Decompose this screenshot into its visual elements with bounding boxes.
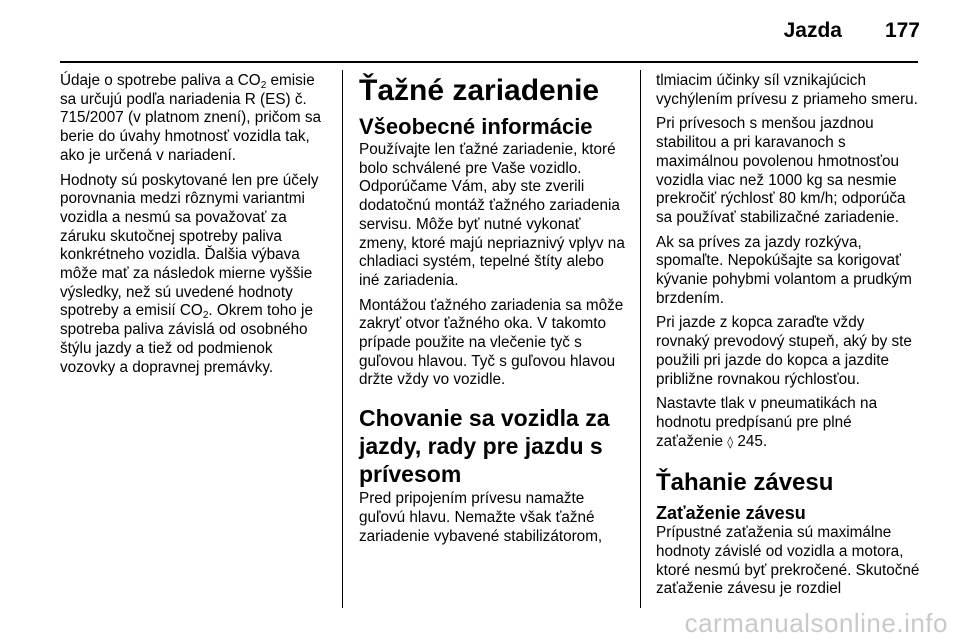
paragraph-lubricate-ball: Pred pripojením prívesu namažte guľovú hlavu. Nemažte však ťažné zariadenie vybavené stabilizátorom, (359, 490, 603, 545)
paragraph-downhill: Pri jazde z kopca zaraďte vždy rovnaký prevodový stupeň, aký by ste použili pri jazde do kopca a jazdite približne rovnakou rýchlosťou. (656, 314, 912, 388)
column-divider-1 (342, 70, 343, 608)
heading-general-information: Všeobecné informácie (359, 114, 593, 139)
page-number: 177 (884, 19, 920, 42)
heading-trailer-load: Zaťaženie závesu (656, 503, 806, 524)
paragraph-towing-eye: Montážou ťažného zariadenia sa môže zakryť otvor ťažného oka. V takomto prípade použite na vlečenie tyč s guľovou hlavou. Tyč s guľovou hlavou držte vždy vo vozidle. (359, 296, 624, 389)
paragraph-damping: tlmiacim účinky síl vznikajúcich vychýlením prívesu z priameho smeru. (656, 72, 918, 108)
paragraph-general-information: Používajte len ťažné zariadenie, ktoré bolo schválené pre Vaše vozidlo. Odporúčame Vám, aby ste zverili dodatočnú montáž ťažného zariadenia servisu. Môže byť nutné vykonať zmeny, ktoré majú nepriaznivý vplyv na chladiaci systém, tepelné štíty alebo iné zariadenia. (359, 141, 625, 289)
column-3 (656, 72, 922, 605)
heading-towing-device: Ťažné zariadenie (359, 74, 600, 107)
column-divider-2 (640, 70, 641, 608)
paragraph-trailer-sway: Ak sa príves za jazdy rozkýva, spomaľte. Nepokúšajte sa korigovať kývanie pohybmi volantom a prudkým brzdením. (656, 233, 912, 307)
page-header (0, 0, 960, 60)
header-rule (60, 61, 918, 63)
heading-driving-characteristics: Chovanie sa vozidla za jazdy, rady pre jazdu s prívesom (359, 405, 610, 488)
paragraph-co2-standard: Údaje o spotrebe paliva a $CO_2$ emisie sa určujú podľa nariadenia R (ES) č. 715/2007 (v platnom znení), pričom sa berie do úvahy hmotnosť vozidla tak, ako je určená v nariadení. (60, 72, 322, 164)
triangle-ref-icon[interactable]: ◊ (727, 434, 734, 449)
section-title: Jazda (783, 19, 842, 42)
column-2 (359, 72, 625, 552)
heading-trailer-towing: Ťahanie závesu (656, 469, 834, 497)
paragraph-trailer-load: Prípustné zaťaženia sú maximálne hodnoty závislé od vozidla a motora, ktoré nesmú byť prekročené. Skutočné zaťaženie závesu je rozdiel (656, 524, 920, 598)
paragraph-values-comparison: Hodnoty sú poskytované len pre účely porovnania medzi rôznymi variantmi vozidla a nesmú sa považovať za záruku skutočnej spotreby paliva konkrétneho vozidla. Ďalšia výbava môže mať za následok mierne vyššie výsledky, než sú uvedené hodnoty spotreby a emisií $CO_2$. Okrem toho je spotreba paliva závislá od osobného štýlu jazdy a tiež od podmienok vozovky a dopravnej premávky. (60, 171, 319, 376)
paragraph-caravan-speed: Pri prívesoch s menšou jazdnou stabilitou a pri karavanoch s maximálnou povolenou hmotnosťou vozidla viac než 1000 kg sa nesmie prekročiť rýchlosť 80 km/h; odporúča sa používať stabilizačné zariadenie. (656, 115, 906, 226)
watermark-text: carmanualsonline.info (684, 608, 948, 638)
paragraph-tyre-pressure: Nastavte tlak v pneumatikách na hodnotu predpísanú pre plné zaťaženie ◊ 245. (656, 395, 878, 450)
column-1 (60, 72, 326, 383)
